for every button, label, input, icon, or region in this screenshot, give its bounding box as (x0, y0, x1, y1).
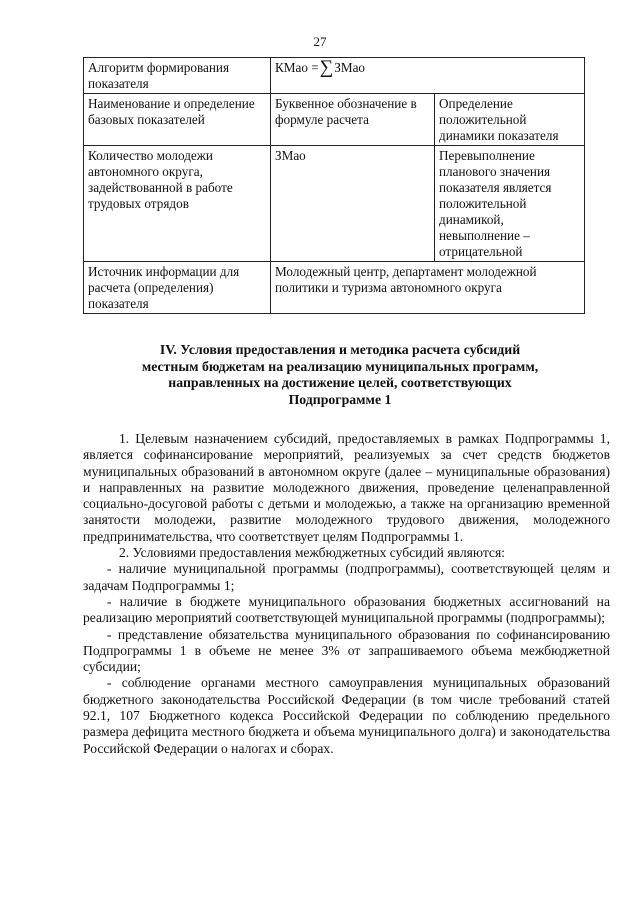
formula-right: ЗМао (334, 60, 366, 75)
indicator-table (83, 57, 585, 314)
list-item: - наличие муниципальной программы (подпрограммы), соответствующей целям и задачам Подпрограммы 1; (83, 561, 610, 593)
algorithm-formula (271, 58, 585, 94)
heading-line: местным бюджетам на реализацию муниципальных программ, (141, 358, 539, 374)
heading-line: направленных на достижение целей, соответствующих (168, 375, 512, 390)
section-heading (90, 342, 590, 408)
source-label: Источник информации для расчета (определения) показателя (84, 262, 271, 314)
page-number: 27 (313, 34, 327, 49)
table-row (84, 58, 585, 94)
paragraph-purpose: 1. Целевым назначением субсидий, предоставляемых в рамках Подпрограммы 1, является софинансирование мероприятий, реализуемых за счет средств бюджетов муниципальных образований в автономном округе (далее – муниципальные образования) и направленных на развитие молодежного движения, проведение целенаправленной социально-досуговой работы с детьми и молодежью, а также на организацию временной занятости молодежи, развитие молодежного трудового движения, молодежного предпринимательства, что соответствует целям Подпрограммы 1. (83, 431, 610, 544)
list-item: - представление обязательства муниципального образования по софинансированию Подпрограммы 1 в объеме не менее 3% от запрашиваемого объема межбюджетной субсидии; (83, 626, 610, 675)
header-name: Наименование и определение базовых показателей (84, 94, 271, 146)
table-row (84, 146, 585, 262)
table-row (84, 262, 585, 314)
indicator-symbol: ЗМао (271, 146, 435, 262)
indicator-positive-dynamics: Перевыполнение планового значения показателя является положительной динамикой, невыполнение – отрицательной (435, 146, 585, 262)
heading-line: IV. Условия предоставления и методика расчета субсидий (159, 342, 521, 357)
header-positive-dynamics: Определение положительной динамики показателя (435, 94, 585, 146)
algorithm-label: Алгоритм формирования показателя (84, 58, 271, 94)
table-row (84, 94, 585, 146)
sum-symbol: ∑ (319, 57, 334, 78)
indicator-name: Количество молодежи автономного округа, задействованной в работе трудовых отрядов (84, 146, 271, 262)
list-item: - соблюдение органами местного самоуправления муниципальных образований бюджетного законодательства Российской Федерации (в том числе требований статей 92.1, 107 Бюджетного кодекса Российской Федерации по соблюдению предельного размера дефицита местного бюджета и объема муниципального долга) и законодательства Российской Федерации о налогах и сборах. (83, 675, 610, 756)
source-value: Молодежный центр, департамент молодежной политики и туризма автономного округа (271, 262, 585, 314)
list-item: - наличие в бюджете муниципального образования бюджетных ассигнований на реализацию мероприятий соответствующей муниципальной программы (подпрограммы); (83, 593, 610, 626)
paragraph-conditions: 2. Условиями предоставления межбюджетных субсидий являются: (119, 545, 506, 561)
heading-line: Подпрограмме 1 (288, 391, 392, 407)
header-symbol: Буквенное обозначение в формуле расчета (271, 94, 435, 146)
formula-left: КМао = (275, 60, 319, 75)
section-body (83, 431, 610, 757)
